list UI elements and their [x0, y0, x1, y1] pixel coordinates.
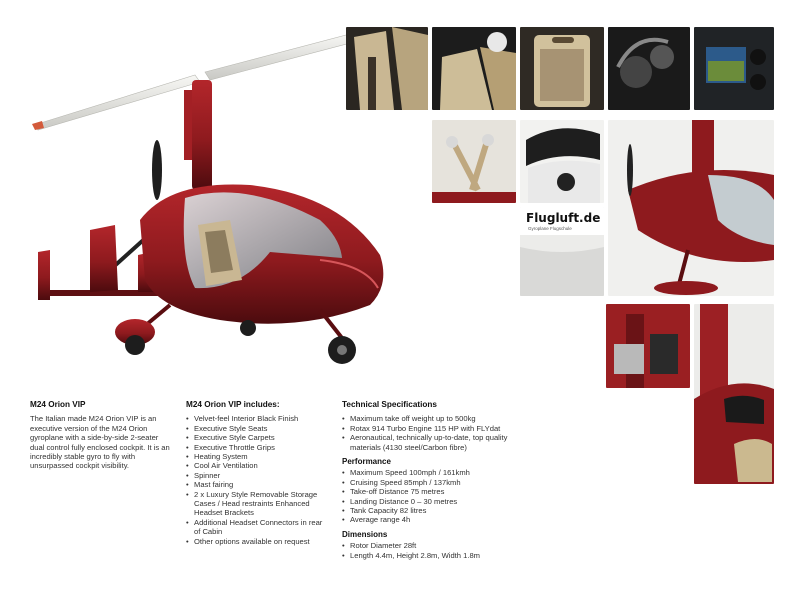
photo-engine-detail: [606, 304, 690, 388]
includes-title: M24 Orion VIP includes:: [186, 400, 280, 409]
intro-body: The Italian made M24 Orion VIP is an executive version of the M24 Orion gyroplane with a side-by-side 2-seater dual control fully enclosed cockpit. It is an incredibly stable gyro to fly with unsurpassed cockpit visibility.: [30, 414, 170, 471]
performance-list: [342, 468, 532, 524]
intro-title: M24 Orion VIP: [30, 400, 86, 409]
list-item: • 2 x Luxury Style Removable Storage Cases / Head restraints Enhanced Headset Brackets: [186, 490, 328, 518]
list-item: • Heating System: [186, 452, 328, 461]
photo-flugluft-sticker: [520, 207, 604, 296]
list-item: • Maximum take off weight up to 500kg: [342, 414, 532, 423]
performance-title: Performance: [342, 457, 391, 467]
photo-mast-fairing: [694, 304, 774, 484]
list-item: • Landing Distance 0 – 30 metres: [342, 497, 532, 506]
list-item: • Cruising Speed 85mph / 137kmh: [342, 478, 532, 487]
list-item: • Spinner: [186, 471, 328, 480]
list-item: • Cool Air Ventilation: [186, 461, 328, 470]
list-item: • Other options available on request: [186, 537, 328, 546]
includes-list: [186, 414, 328, 546]
list-item: • Tank Capacity 82 litres: [342, 506, 532, 515]
photo-throttle-grips: [432, 120, 516, 203]
list-item: • Executive Throttle Grips: [186, 443, 328, 452]
sticker-subtext: Gyroplane Flugschule: [528, 226, 572, 231]
photo-seat-back-case: [520, 27, 604, 110]
photo-cockpit-seats: [432, 27, 516, 110]
photo-wheel-fairing: [520, 120, 604, 203]
list-item: • Executive Style Carpets: [186, 433, 328, 442]
photo-instrument-panel: [694, 27, 774, 110]
includes-column: [186, 400, 328, 546]
photo-seat-detail: [346, 27, 428, 110]
list-item: • Take-off Distance 75 metres: [342, 487, 532, 496]
list-item: • Average range 4h: [342, 515, 532, 524]
sticker-brand-text: Flugluft.de: [526, 211, 601, 225]
photo-gyroplane-nose: [608, 120, 774, 296]
list-item: • Aeronautical, technically up-to-date, top quality materials (4130 steel/Carbon fibre): [342, 433, 532, 452]
dimensions-list: [342, 541, 532, 560]
dimensions-title: Dimensions: [342, 529, 388, 539]
list-item: • Mast fairing: [186, 480, 328, 489]
list-item: • Rotax 914 Turbo Engine 115 HP with FLYdat: [342, 424, 532, 433]
specs-list: [342, 414, 532, 452]
list-item: • Maximum Speed 100mph / 161kmh: [342, 468, 532, 477]
photo-headsets: [608, 27, 690, 110]
list-item: • Executive Style Seats: [186, 424, 328, 433]
intro-column: [30, 400, 172, 471]
list-item: • Additional Headset Connectors in rear of Cabin: [186, 518, 328, 537]
list-item: • Velvet-feel Interior Black Finish: [186, 414, 328, 423]
specs-column: [342, 400, 532, 560]
specs-title: Technical Specifications: [342, 400, 437, 409]
list-item: • Rotor Diameter 28ft: [342, 541, 532, 550]
list-item: • Length 4.4m, Height 2.8m, Width 1.8m: [342, 551, 532, 560]
